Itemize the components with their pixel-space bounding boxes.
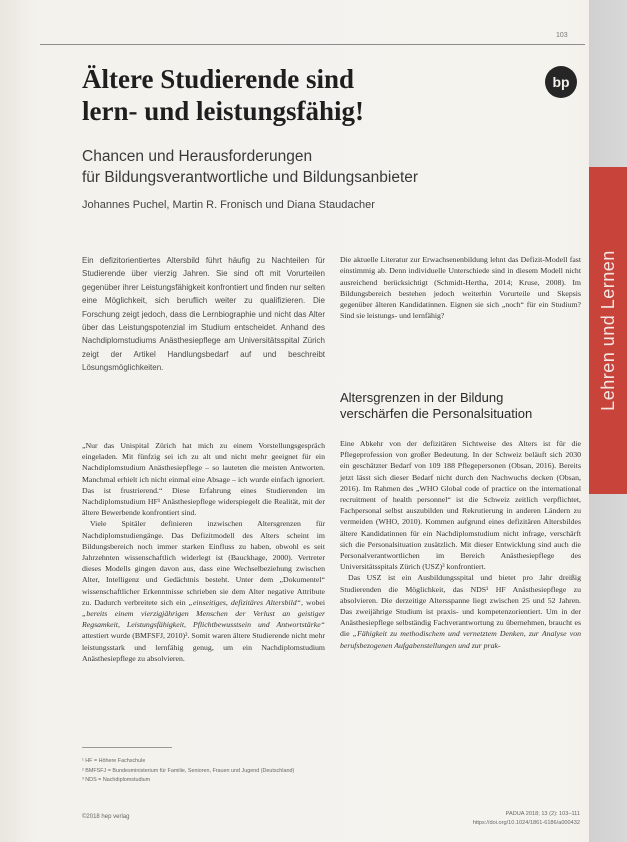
right-paragraph-2 [340, 572, 581, 650]
copyright-footer: ©2018 hep verlag [82, 814, 130, 820]
title-line-2: lern- und leistungsfähig! [82, 96, 365, 126]
left-p2-quote-1: „einseitiges, defizitäres Altersbild“ [188, 597, 301, 607]
left-p2-quote-2: „bereits einem vierzigjährigen Menschen der Verlust an geistiger Regsamkeit, Leistungsfähigkeit, Pflichtbewusstsein und Antwortstärke“ [82, 609, 325, 630]
bp-logo-glyph-icon [549, 70, 573, 94]
section-heading-line-2: verschärfen die Personalsituation [340, 406, 533, 421]
header-rule [40, 44, 585, 45]
right-intro-paragraph: Die aktuelle Literatur zur Erwachsenenbildung lehnt das Defizit-Modell fast einstimmig ab. Denn individuelle Unterschiede sind in diesem Modell nicht ausreichend berücksichtigt (Schmidt-Hertha, 2014; Kruse, 2008). Im Bildungsbereich bestehen jedoch weiterhin Vorurteile und Skepsis gegenüber älteren Kandidatinnen. Eignen sie sich „noch“ für ein Studium? Sind sie leistungs- und lernfähig? [340, 255, 581, 321]
publisher-logo-icon [545, 66, 577, 98]
section-heading [340, 390, 581, 422]
left-p2-text-a: Viele Spitäler definieren inzwischen Altersgrenzen für Nachdiplomstudiengänge. Das Defizitmodell des Alters scheint im Bildungsbereich noch immer starken Einfluss zu haben, obwohl es seit Jahrzehnten wissenschaftlich widerlegt ist (Bauckhage, 2000). Vertreter dieses Modells gingen davon aus, dass eine Wechselbeziehung zwischen Alter, Intelligenz und Gedächtnis besteht. Unter dem „Dokumentel“ wissenschaftlicher Erkenntnisse schrieben sie dem Alter negative Attribute zu. Dadurch verbreitete sich ein [82, 519, 325, 607]
right-column-body [340, 438, 581, 651]
section-tab [589, 167, 627, 494]
doi-line: https://doi.org/10.1024/1861-6186/a000432 [472, 819, 580, 826]
logo-text: bp [552, 74, 570, 90]
left-column-body [82, 440, 325, 664]
right-p2-quote: „Fähigkeit zu methodischem und vernetztem Denken, zur Analyse von berufsbezogenen Aufgabenstellungen und zur prak- [340, 629, 582, 650]
footnote-rule [82, 747, 172, 748]
left-paragraph-1: „Nur das Unispital Zürich hat mich zu einem Vorstellungsgespräch eingeladen. Mit fünfzig sei ich zu alt und nicht mehr geeignet für ein Nachdiplomstudium Anästhesiepflege – so lauteten die meisten Antworten. Manchmal erhielt ich nicht einmal eine Absage – ich wurde einfach ignoriert. Das ist frustrierend.“ Diese Erfahrung eines Studierenden im Nachdiplomstudium HF¹ Anästhesiepflege widerspiegelt die Realität, mit der ältere Bewerbende konfrontiert sind. [82, 441, 325, 518]
footnote-2: ² BMFSFJ = Bundesministerium für Familie, Senioren, Frauen und Jugend (Deutschland) [82, 767, 295, 774]
section-tab-label: Lehren und Lernen [597, 250, 618, 411]
citation-footer [420, 810, 580, 827]
footnote-3: ³ NDS = Nachdiplomstudium [82, 777, 151, 784]
article-title [82, 63, 522, 127]
left-paragraph-2 [82, 518, 325, 664]
left-p2-text-c: attestiert wurde (BMFSFJ, 2010)². Somit waren ältere Studierende nicht mehr leistungsstark und lernfähig genug, um ein Nachdiplomstudium Anästhesiepflege zu absolvieren. [82, 631, 325, 663]
title-line-1: Ältere Studierende sind [82, 64, 355, 94]
subtitle-line-1: Chancen und Herausforderungen [82, 148, 313, 165]
citation-line-1: PADUA 2018; 13 (2): 103–111 [505, 811, 580, 817]
footnote-1: ¹ HF = Höhere Fachschule [82, 758, 146, 764]
article-subtitle [82, 146, 542, 188]
subtitle-line-2: für Bildungsverantwortliche und Bildungsanbieter [82, 169, 419, 186]
right-p2-text: Das USZ ist ein Ausbildungsspital und bietet pro Jahr dreißig Studierenden die Möglichkeit, das NDS¹ HF Anästhesiepflege zu absolvieren. Die derzeitige Altersspanne liegt zwischen 25 und 52 Jahren. Das zweijährige Studium ist praxis- und kompetenzorientiert. Um in der Anästhesiepflege selbständig Fachverantwortung zu übernehmen, braucht es die [340, 573, 581, 639]
right-paragraph-1: Eine Abkehr von der defizitären Sichtweise des Alters ist für die Pflegeprofession von großer Bedeutung. In der Schweiz beläuft sich 2030 ein geschätzter Bedarf von 109 188 Pflegepersonen (Obsan, 2016). Bereits jetzt lässt sich dieser Bedarf nicht durch den Nachwuchs decken (Obsan, 2016). Im Rahmen des „WHO Global code of practice on the international recruitment of health personnel“ ist die Schweiz zeitlich verpflichtet, Fachpersonal selbst auszubilden und Rekrutierung in anderen Ländern zu vermeiden (WHO, 2010). Kommen aufgrund eines defizitären Altersbildes ältere Kandidatinnen für ein Nachdiplomstudium nicht infrage, verschärft sich die Personalsituation zusätzlich. Mit dieser Entwicklung sind auch die Personalverantwortlichen im Bereich Anästhesiepflege des Universitätsspitals Zürich (USZ)³ konfrontiert. [340, 439, 581, 572]
lead-paragraph: Ein defizitorientiertes Altersbild führt häufig zu Nachteilen für Studierende über vierzig Jahren. Sie sind oft mit Vorurteilen gegenüber ihrer Leistungsfähigkeit konfrontiert und finden nur selten eine Möglichkeit, sich beruflich weiter zu qualifizieren. Die Forschung zeigt jedoch, dass die Lernbiographie und nicht das Alter über das Leistungspotenzial im Studium entscheidet. Anhand des Nachdiplomstudiums Anästhesiepflege am Universitätsspital Zürich zeigt der Artikel Handlungsbedarf auf und beschreibt Lösungsmöglichkeiten. [82, 256, 325, 373]
authors: Johannes Puchel, Martin R. Fronisch und Diana Staudacher [82, 199, 375, 211]
page-number: 103 [556, 32, 568, 39]
footnotes [82, 757, 502, 786]
section-heading-line-1: Altersgrenzen in der Bildung [340, 390, 504, 405]
left-p2-text-b: , wobei [300, 597, 325, 607]
